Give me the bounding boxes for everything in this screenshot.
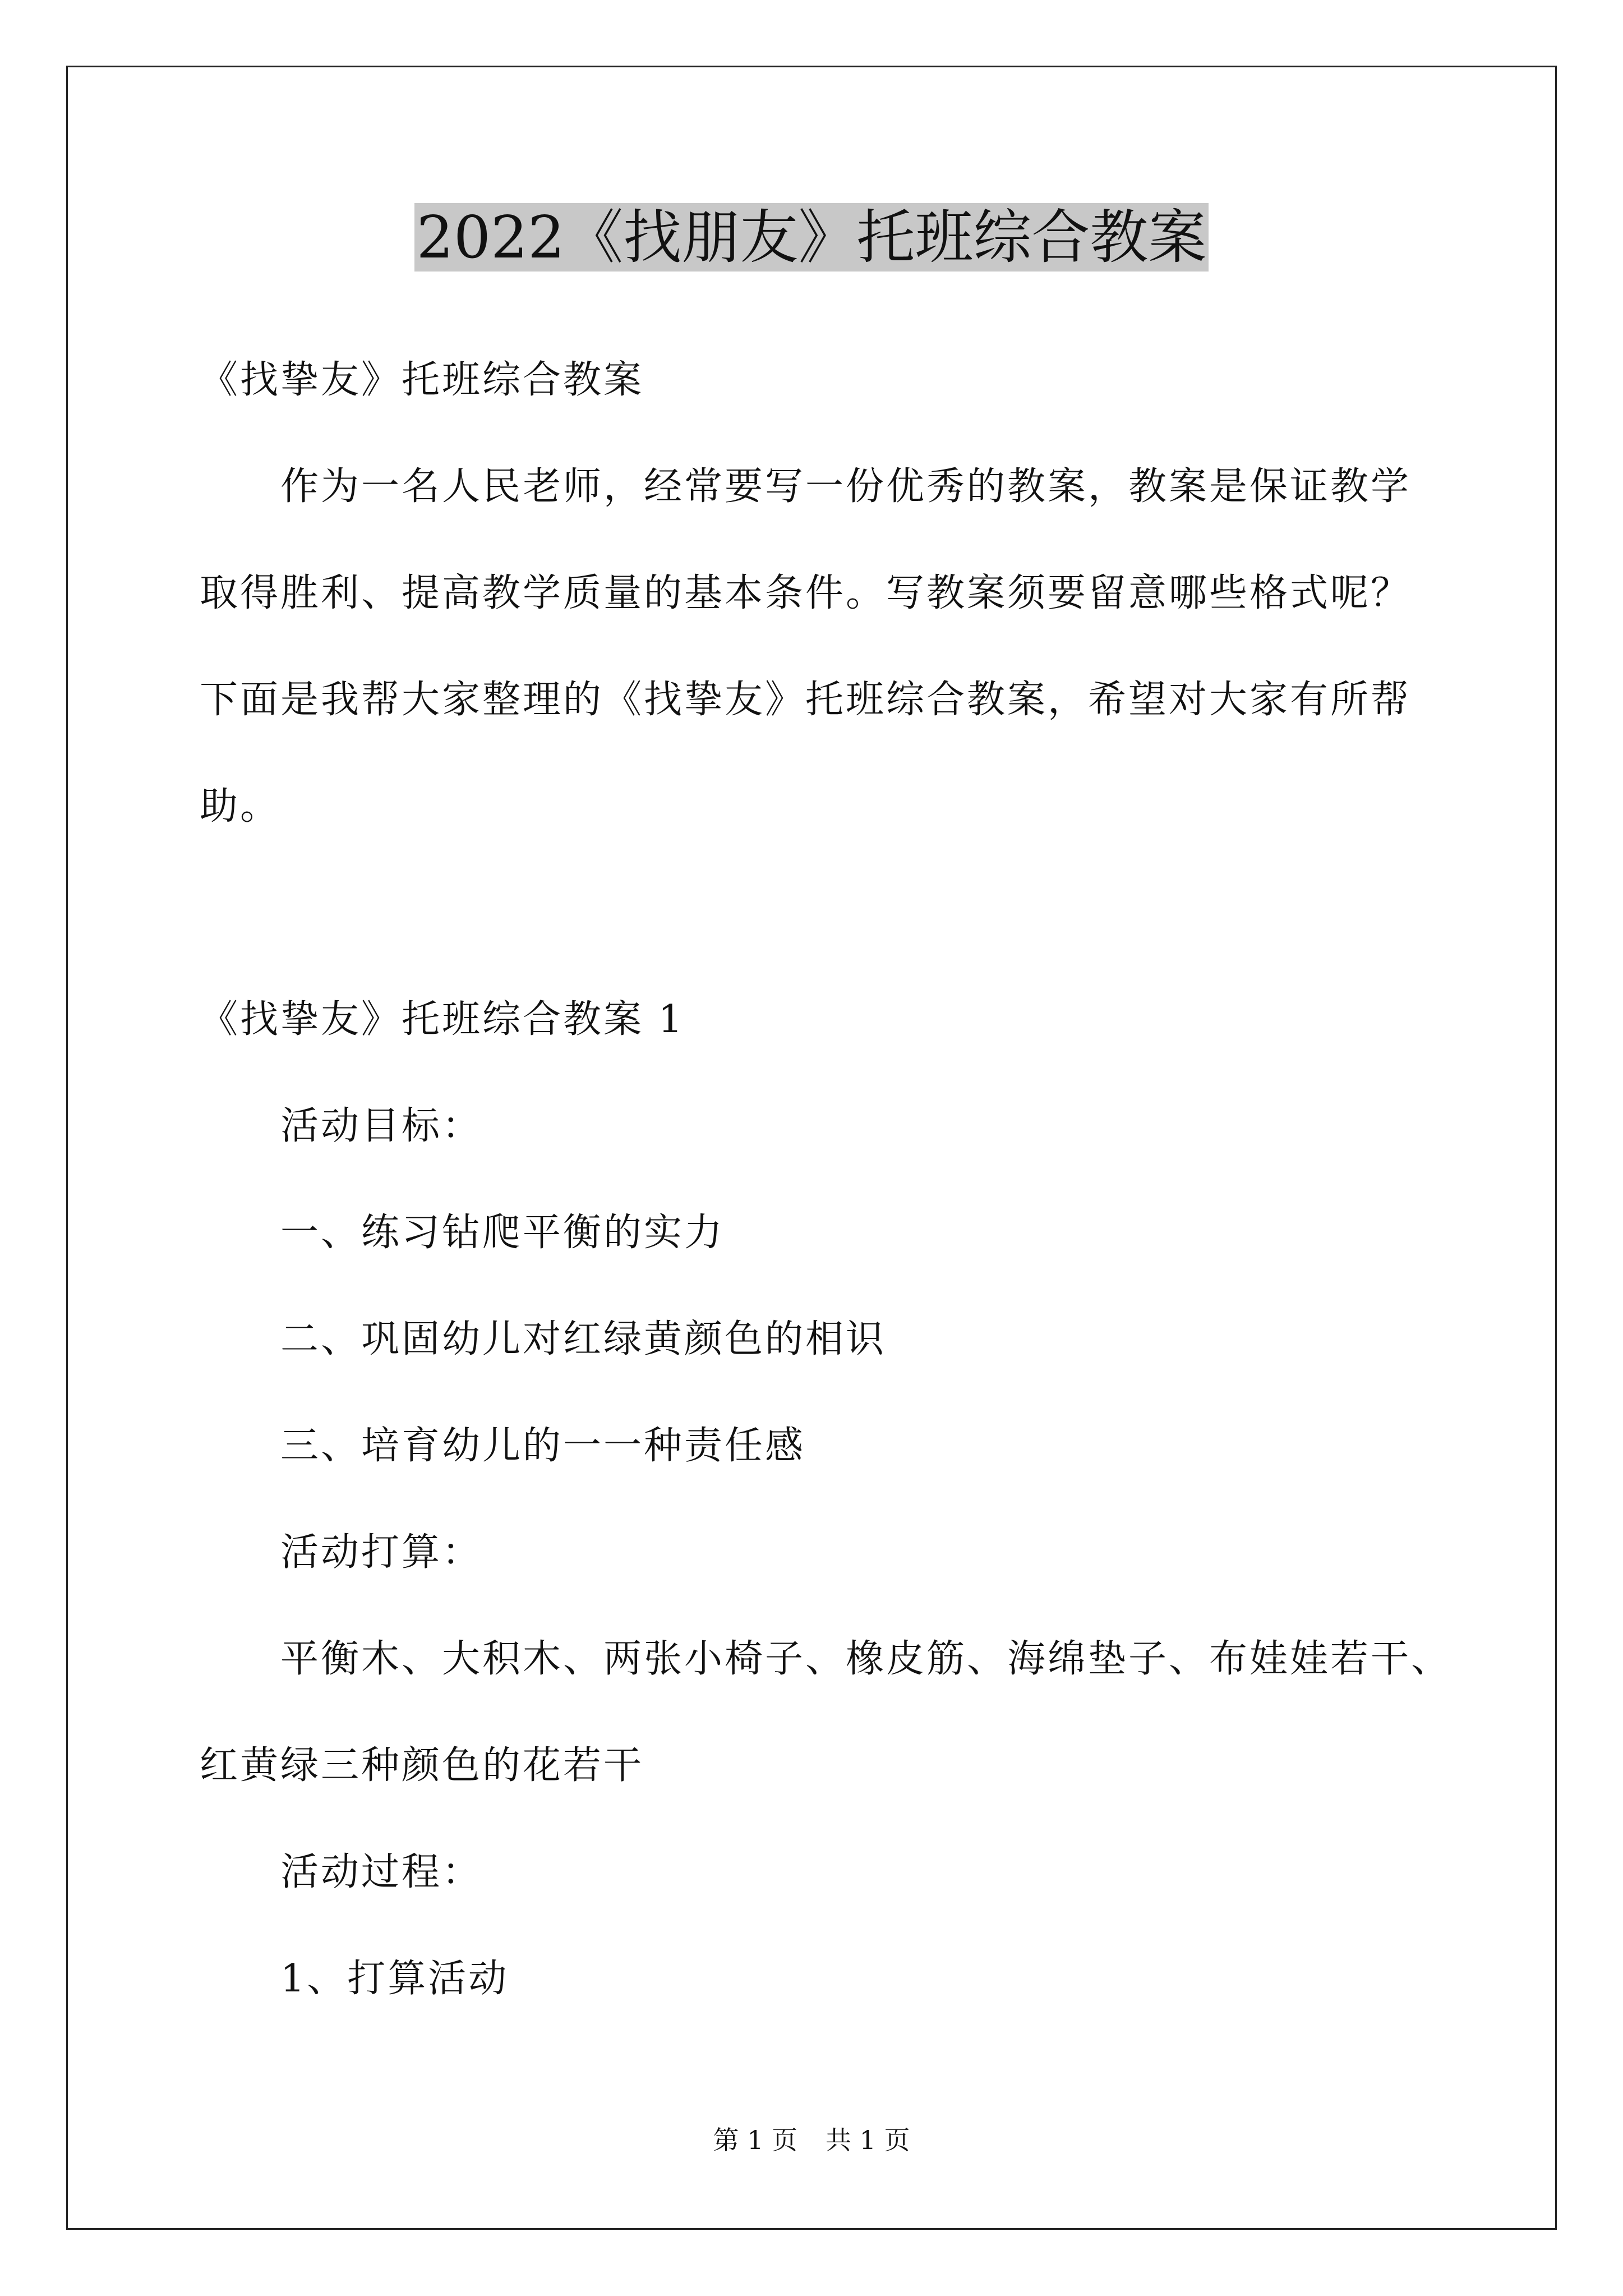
prep-line-1: 平衡木、大积木、两张小椅子、橡皮筋、海绵垫子、布娃娃若干、 <box>280 1637 1452 1681</box>
intro-line-4: 助。 <box>200 784 281 829</box>
process-heading: 活动过程： <box>280 1850 483 1894</box>
document-title: 2022《找朋友》托班综合教案 <box>0 195 1623 279</box>
subtitle: 《找挚友》托班综合教案 <box>200 358 644 402</box>
goal-item-2: 二、巩固幼儿对红绿黄颜色的相识 <box>280 1317 887 1361</box>
goal-item-3: 三、培育幼儿的一一种责任感 <box>280 1424 806 1468</box>
page-footer <box>0 2123 1623 2157</box>
goals-heading: 活动目标： <box>280 1104 483 1148</box>
prep-line-2: 红黄绿三种颜色的花若干 <box>200 1743 644 1788</box>
process-step-1: 1、打算活动 <box>280 1957 509 2001</box>
page-total: 共 1 页 <box>826 2125 910 2155</box>
section-heading: 《找挚友》托班综合教案 1 <box>200 997 685 1042</box>
intro-line-1: 作为一名人民老师，经常要写一份优秀的教案，教案是保证教学 <box>280 464 1412 509</box>
intro-line-2: 取得胜利、提高教学质量的基本条件。写教案须要留意哪些格式呢？ <box>200 571 1412 615</box>
prep-heading: 活动打算： <box>280 1530 483 1575</box>
intro-line-3: 下面是我帮大家整理的《找挚友》托班综合教案，希望对大家有所帮 <box>200 678 1412 722</box>
page-number: 第 1 页 <box>713 2125 797 2155</box>
goal-item-1: 一、练习钻爬平衡的实力 <box>280 1211 725 1255</box>
